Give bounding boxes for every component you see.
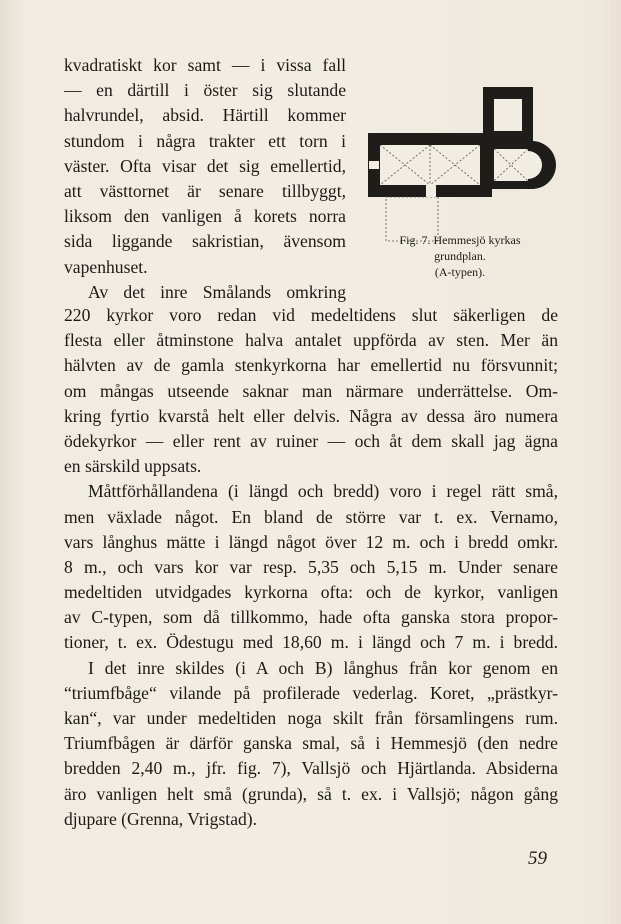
text-line: hälvten av de gamla stenkyrkorna har emellertid nu försvunnit; [64,355,558,376]
text-line: vapenhuset. [64,256,148,277]
text-line: halvrundel, absid. Härtill kommer [64,105,346,126]
text-line: ödekyrkor — eller rent av ruiner — och åt dem skall jag ägna [64,430,558,451]
text-line: 8 m., och vars kor var resp. 5,35 och 5,15 m. Under senare [64,556,558,577]
text-line: 220 kyrkor voro redan vid medeltidens slut säkerligen de [64,305,558,325]
text-line: flesta eller åtminstone halva antalet uppförda av sten. Mer än [64,330,558,351]
text-line: djupare (Grenna, Vrigstad). [64,808,258,829]
text-line: vars långhus mätte i längd något över 12 m. och i bredd omkr. [64,531,558,552]
narrow-text-column [64,53,346,305]
text-line: — en därtill i öster sig slutande [64,80,346,101]
south-door-opening [426,185,436,197]
chancel-interior [494,149,528,181]
text-line: väster. Ofta visar det sig emellertid, [64,155,346,176]
text-line: men växlade något. En bland de större var t. ex. Vernamo, [64,506,558,527]
page-number: 59 [528,848,547,869]
text-line: Av det inre Smålands omkring [88,281,346,302]
caption-subtitle: grundplan. [434,249,486,263]
text-line: liksom den vanligen å korets norra [64,206,346,227]
text-line: “triumfbåge“ vilande på profilerade vederlag. Koret, „prästkyr- [64,682,558,703]
text-line: tioner, t. ex. Ödestugu med 18,60 m. i längd och 7 m. i bredd. [64,632,558,653]
caption-title: Fig. 7. Hemmesjö kyrkas [399,233,521,247]
text-line: Måttförhållandena (i längd och bredd) voro i regel rätt små, [88,481,558,502]
text-line: I det inre skildes (i A och B) långhus från kor genom en [88,657,558,678]
text-line: Triumfbågen är därför ganska smal, så i Hemmesjö (den nedre [64,733,558,754]
text-line: kvadratiskt kor samt — i vissa fall [64,55,346,75]
text-line: av C-typen, som då tillkommo, hade ofta ganska stora propor- [64,607,558,628]
text-line: om mångas utseende saknar man närmare underrättelse. Om- [64,380,558,401]
full-text-column [64,303,558,832]
west-door-opening [369,161,379,169]
text-line: kan“, var under medeltiden noga skilt från församlingens rum. [64,708,558,728]
text-line: en särskild uppsats. [64,456,202,477]
text-line: stundom i några trakter ett torn i [64,130,346,151]
figure-caption [360,232,560,280]
caption-type: (A-typen). [434,265,486,279]
text-line: sida liggande sakristian, ävensom [64,231,346,252]
tower-interior [494,99,522,131]
text-line: att västtornet är senare tillbyggt, [64,180,346,201]
text-line: äro vanligen helt små (grunda), så t. ex. i Vallsjö; någon gång [64,783,558,804]
text-line: kring fyrtio kvarstå helt eller delvis. Några av dessa äro numera [64,405,558,426]
text-line: medeltiden utvidgades kyrkorna ofta: och de kyrkor, vanligen [64,582,558,603]
text-line: bredden 2,40 m., jfr. fig. 7), Vallsjö och Hjärtlanda. Absiderna [64,758,558,779]
